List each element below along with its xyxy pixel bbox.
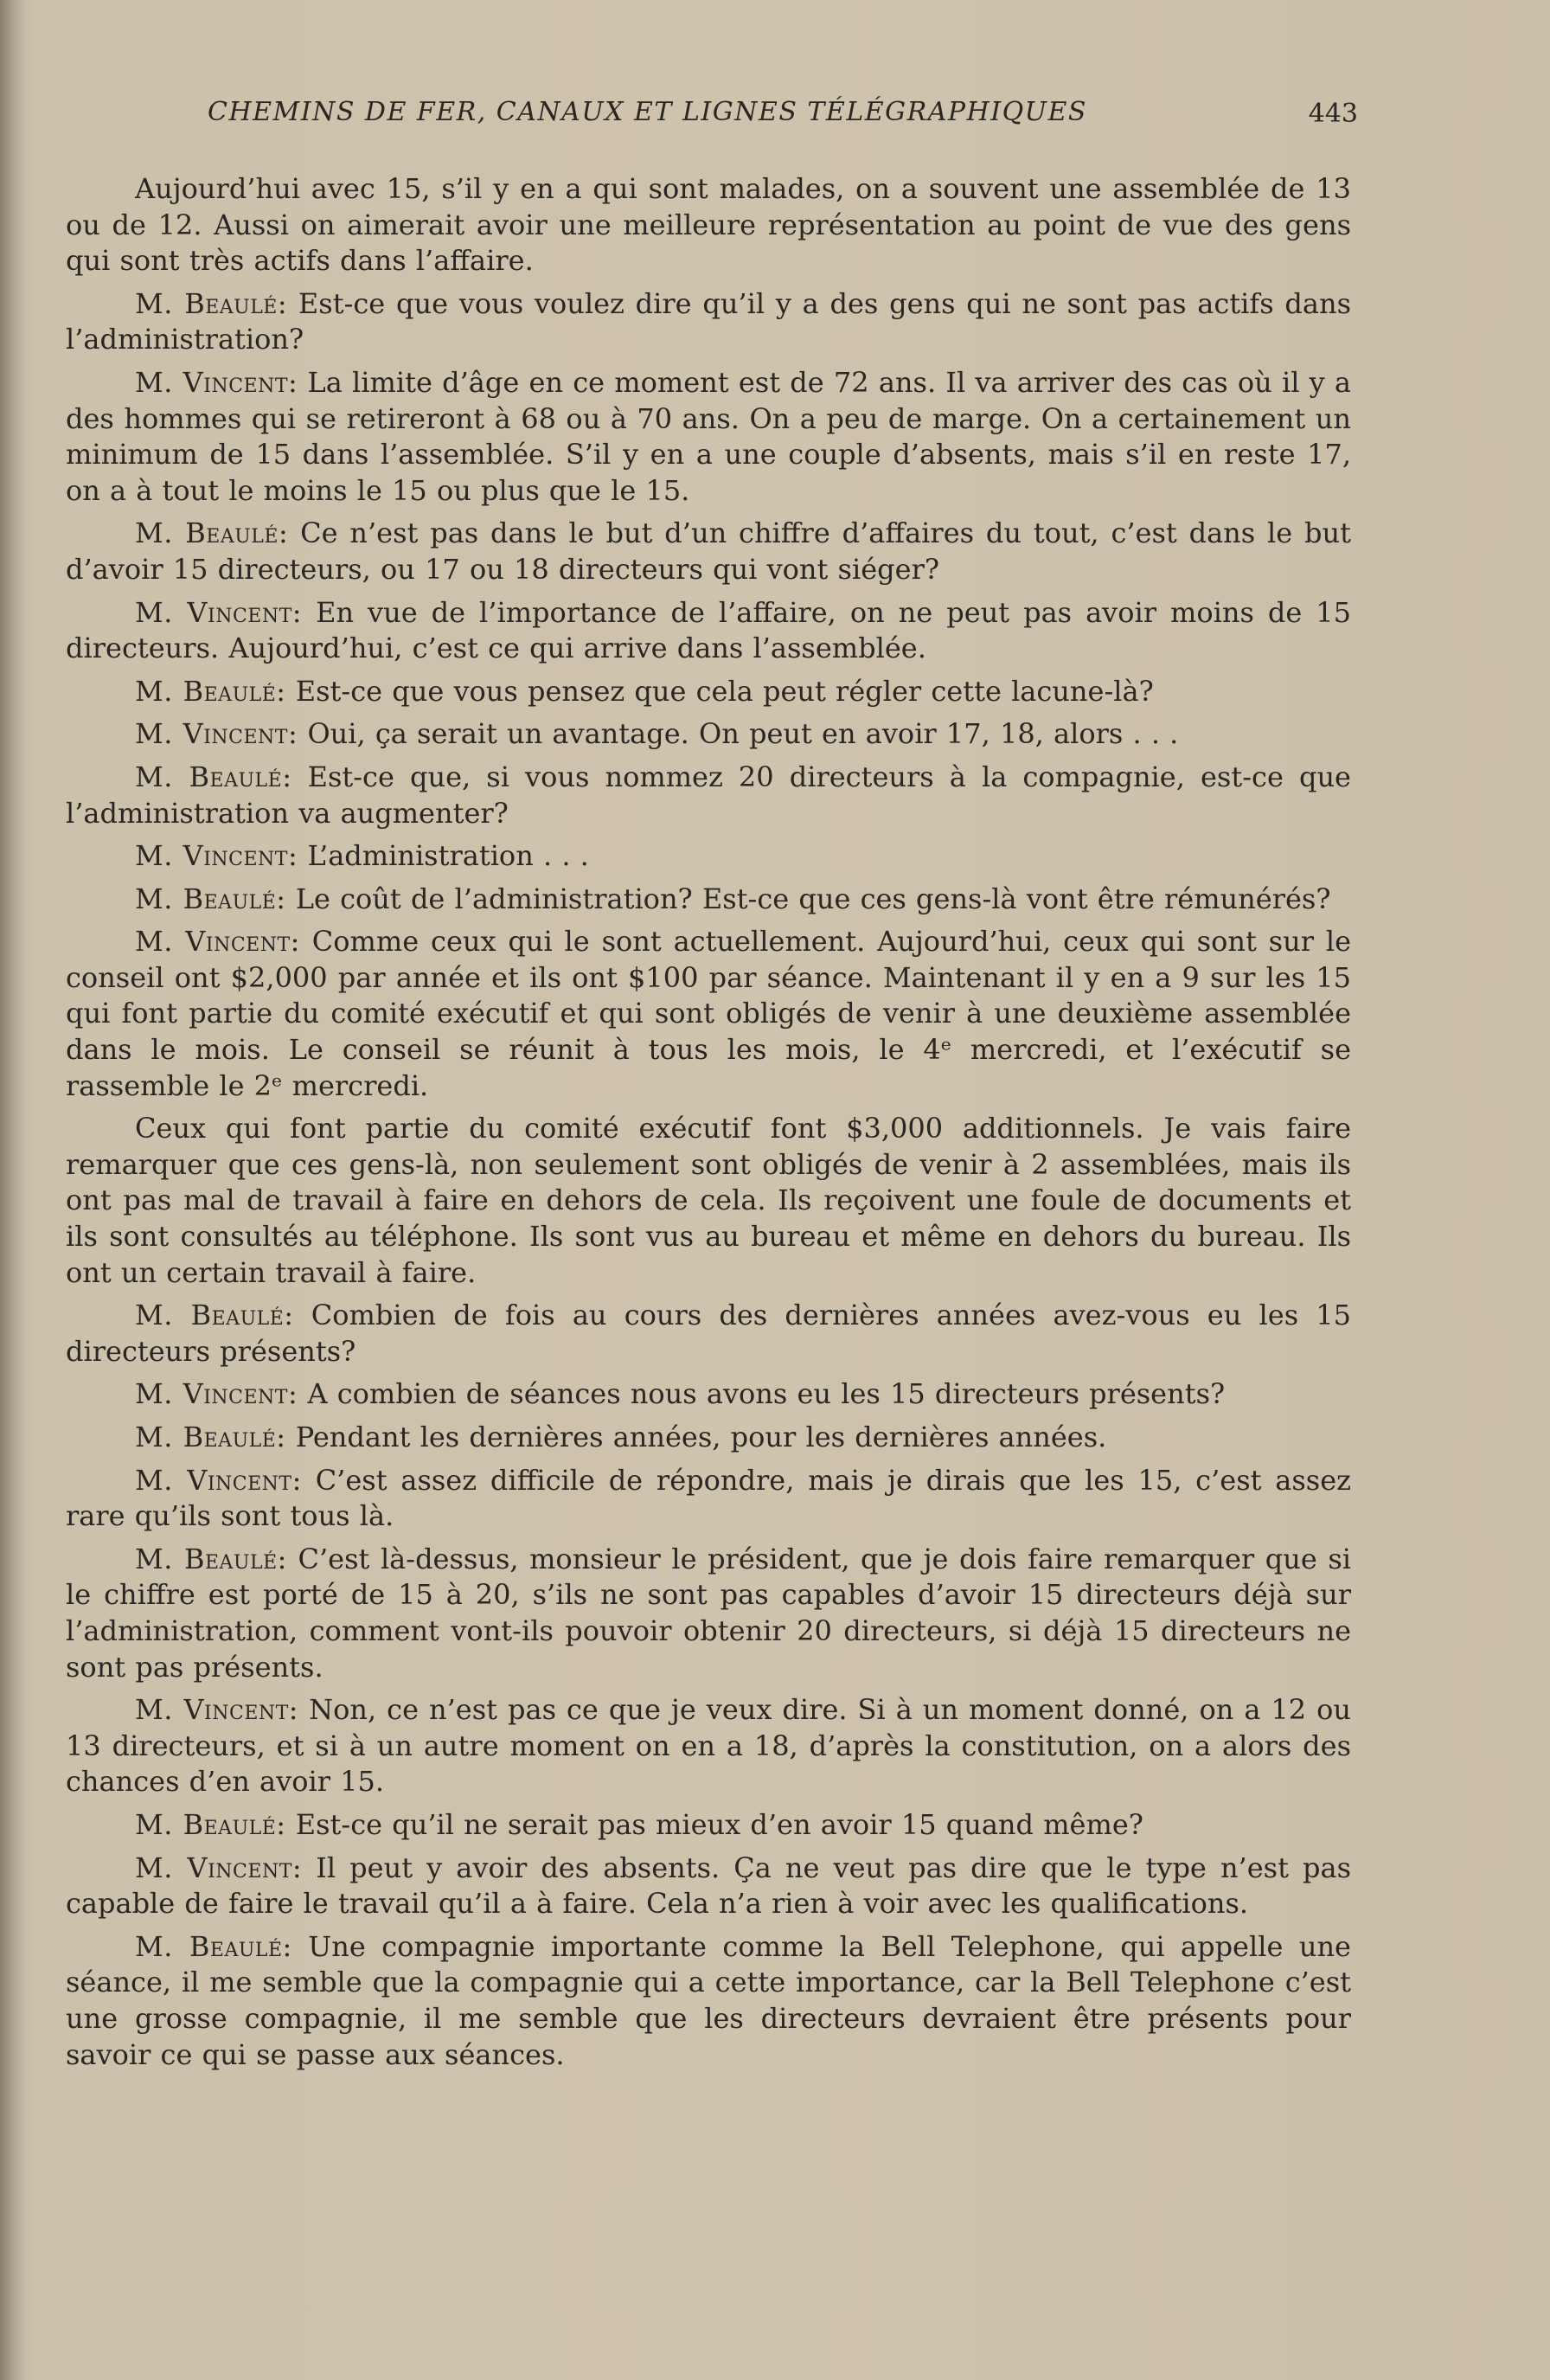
speaker-label: M. Beaulé: xyxy=(135,1542,287,1575)
speaker-label: M. Beaulé: xyxy=(135,516,289,550)
binding-shadow xyxy=(0,0,26,2380)
paragraph-text: Est-ce que vous pensez que cela peut régler cette lacune-là? xyxy=(295,674,1154,708)
paragraph xyxy=(66,1376,1351,1413)
speaker-label: M. Vincent: xyxy=(135,1463,302,1497)
paragraph xyxy=(66,1298,1351,1370)
paragraph xyxy=(66,595,1351,667)
speaker-label: M. Beaulé: xyxy=(135,1807,286,1841)
paragraph-text: C’est là-dessus, monsieur le président, que je dois faire remarquer que si le chiffre est porté de 15 à 20, s’ils ne sont pas capables d’avoir 15 directeurs déjà sur l’administration, comment vont-ils pouvoir obtenir 20 directeurs, si déjà 15 directeurs ne sont pas présents. xyxy=(66,1542,1352,1684)
paragraph xyxy=(66,171,1351,279)
running-head: CHEMINS DE FER, CANAUX ET LIGNES TÉLÉGRAPHIQUES xyxy=(208,97,1087,127)
paragraph-text: Une compagnie importante comme la Bell Telephone, qui appelle une séance, il me semble que la compagnie qui a cette importance, car la Bell Telephone c’est une grosse compagnie, il me semble que les directeurs devraient être présents pour savoir ce qui se passe aux séances. xyxy=(66,1929,1351,2071)
paragraph xyxy=(66,882,1351,918)
paragraph-text: Combien de fois au cours des dernières années avez-vous eu les 15 directeurs présents? xyxy=(66,1299,1352,1368)
speaker-label: M. Beaulé: xyxy=(135,1299,294,1332)
paragraph-text: Aujourd’hui avec 15, s’il y en a qui sont malades, on a souvent une assemblée de 13 ou de 12. Aussi on aimerait avoir une meilleure représentation au point de vue des gens qui sont très actifs dans l’affaire. xyxy=(66,172,1351,278)
speaker-label: M. Beaulé: xyxy=(135,1421,286,1453)
paragraph-text: A combien de séances nous avons eu les 15 directeurs présents? xyxy=(307,1377,1226,1411)
paragraph-text: Comme ceux qui le sont actuellement. Aujourd’hui, ceux qui sont sur le conseil ont $2,000 par année et ils ont $100 par séance. Maintenant il y en a 9 sur les 15 qui font partie du comité exécutif et qui sont obligés de venir à une deuxième assemblée dans le mois. Le conseil se réunit à tous les mois, le 4ᵉ mercredi, et l’exécutif se rassemble le 2ᵉ mercredi. xyxy=(66,925,1352,1102)
speaker-label: M. Vincent: xyxy=(135,595,303,629)
speaker-label: M. Beaulé: xyxy=(135,760,292,793)
speaker-label: M. Beaulé: xyxy=(135,1929,292,1963)
paragraph xyxy=(66,838,1351,875)
paragraph-text: Est-ce que vous voulez dire qu’il y a des gens qui ne sont pas actifs dans l’administration? xyxy=(66,286,1352,356)
paragraph-text: La limite d’âge en ce moment est de 72 ans. Il va arriver des cas où il y a des hommes qui se retireront à 68 ou à 70 ans. On a peu de marge. On a certainement un minimum de 15 dans l’assemblée. S’il y en a une couple d’absents, mais s’il en reste 17, on a à tout le moins le 15 ou plus que le 15. xyxy=(66,365,1352,507)
paragraph xyxy=(66,286,1351,358)
paragraph xyxy=(66,1420,1351,1456)
paragraph-text: Ce n’est pas dans le but d’un chiffre d’affaires du tout, c’est dans le but d’avoir 15 directeurs, ou 17 ou 18 directeurs qui vont siéger? xyxy=(66,516,1352,586)
paragraph-text: Est-ce que, si vous nommez 20 directeurs à la compagnie, est-ce que l’administration va augmenter? xyxy=(66,760,1351,830)
paragraph-text: Est-ce qu’il ne serait pas mieux d’en avoir 15 quand même? xyxy=(295,1807,1143,1841)
paragraph xyxy=(66,716,1351,753)
paragraph-text: C’est assez difficile de répondre, mais je dirais que les 15, c’est assez rare qu’ils sont tous là. xyxy=(66,1463,1351,1533)
speaker-label: M. Vincent: xyxy=(135,365,298,399)
paragraph xyxy=(66,674,1351,710)
speaker-label: M. Beaulé: xyxy=(135,674,286,708)
page-body xyxy=(66,171,1351,2080)
speaker-label: M. Vincent: xyxy=(135,1377,298,1411)
paragraph xyxy=(66,1463,1351,1535)
paragraph-text: Ceux qui font partie du comité exécutif font $3,000 additionnels. Je vais faire remarquer que ces gens-là, non seulement sont obligés de venir à 2 assemblées, mais ils ont pas mal de travail à faire en dehors de cela. Ils reçoivent une foule de documents et ils sont consultés au téléphone. Ils sont vus au bureau et même en dehors du bureau. Ils ont un certain travail à faire. xyxy=(66,1112,1351,1289)
paragraph-text: En vue de l’importance de l’affaire, on ne peut pas avoir moins de 15 directeurs. Aujourd’hui, c’est ce qui arrive dans l’assemblée. xyxy=(66,595,1352,665)
paragraph xyxy=(66,1929,1351,2073)
paragraph-text: Pendant les dernières années, pour les dernières années. xyxy=(295,1421,1107,1453)
paragraph xyxy=(66,516,1351,587)
speaker-label: M. Vincent: xyxy=(135,1693,299,1727)
paragraph-text: Le coût de l’administration? Est-ce que ces gens-là vont être rémunérés? xyxy=(295,882,1331,915)
page-number: 443 xyxy=(1308,99,1358,129)
paragraph xyxy=(66,1692,1351,1800)
paragraph xyxy=(66,1851,1351,1922)
paragraph xyxy=(66,1807,1351,1844)
speaker-label: M. Beaulé: xyxy=(135,286,288,320)
paragraph-text: Non, ce n’est pas ce que je veux dire. Si à un moment donné, on a 12 ou 13 directeurs, et si à un autre moment on en a 18, d’après la constitution, on a alors des chances d’en avoir 15. xyxy=(66,1693,1352,1799)
paragraph xyxy=(66,365,1351,509)
paragraph-text: Il peut y avoir des absents. Ça ne veut pas dire que le type n’est pas capable de faire le travail qu’il a à faire. Cela n’a rien à voir avec les qualifications. xyxy=(66,1851,1351,1921)
speaker-label: M. Vincent: xyxy=(135,717,298,751)
speaker-label: M. Vincent: xyxy=(135,1851,303,1884)
speaker-label: M. Vincent: xyxy=(135,839,298,873)
paragraph xyxy=(66,924,1351,1104)
speaker-label: M. Vincent: xyxy=(135,925,300,959)
speaker-label: M. Beaulé: xyxy=(135,882,286,915)
paragraph xyxy=(66,1542,1351,1685)
page-header xyxy=(208,97,1358,138)
paragraph xyxy=(66,1111,1351,1291)
paragraph-text: Oui, ça serait un avantage. On peut en avoir 17, 18, alors . . . xyxy=(307,717,1179,751)
paragraph xyxy=(66,760,1351,831)
paragraph-text: L’administration . . . xyxy=(307,839,589,873)
